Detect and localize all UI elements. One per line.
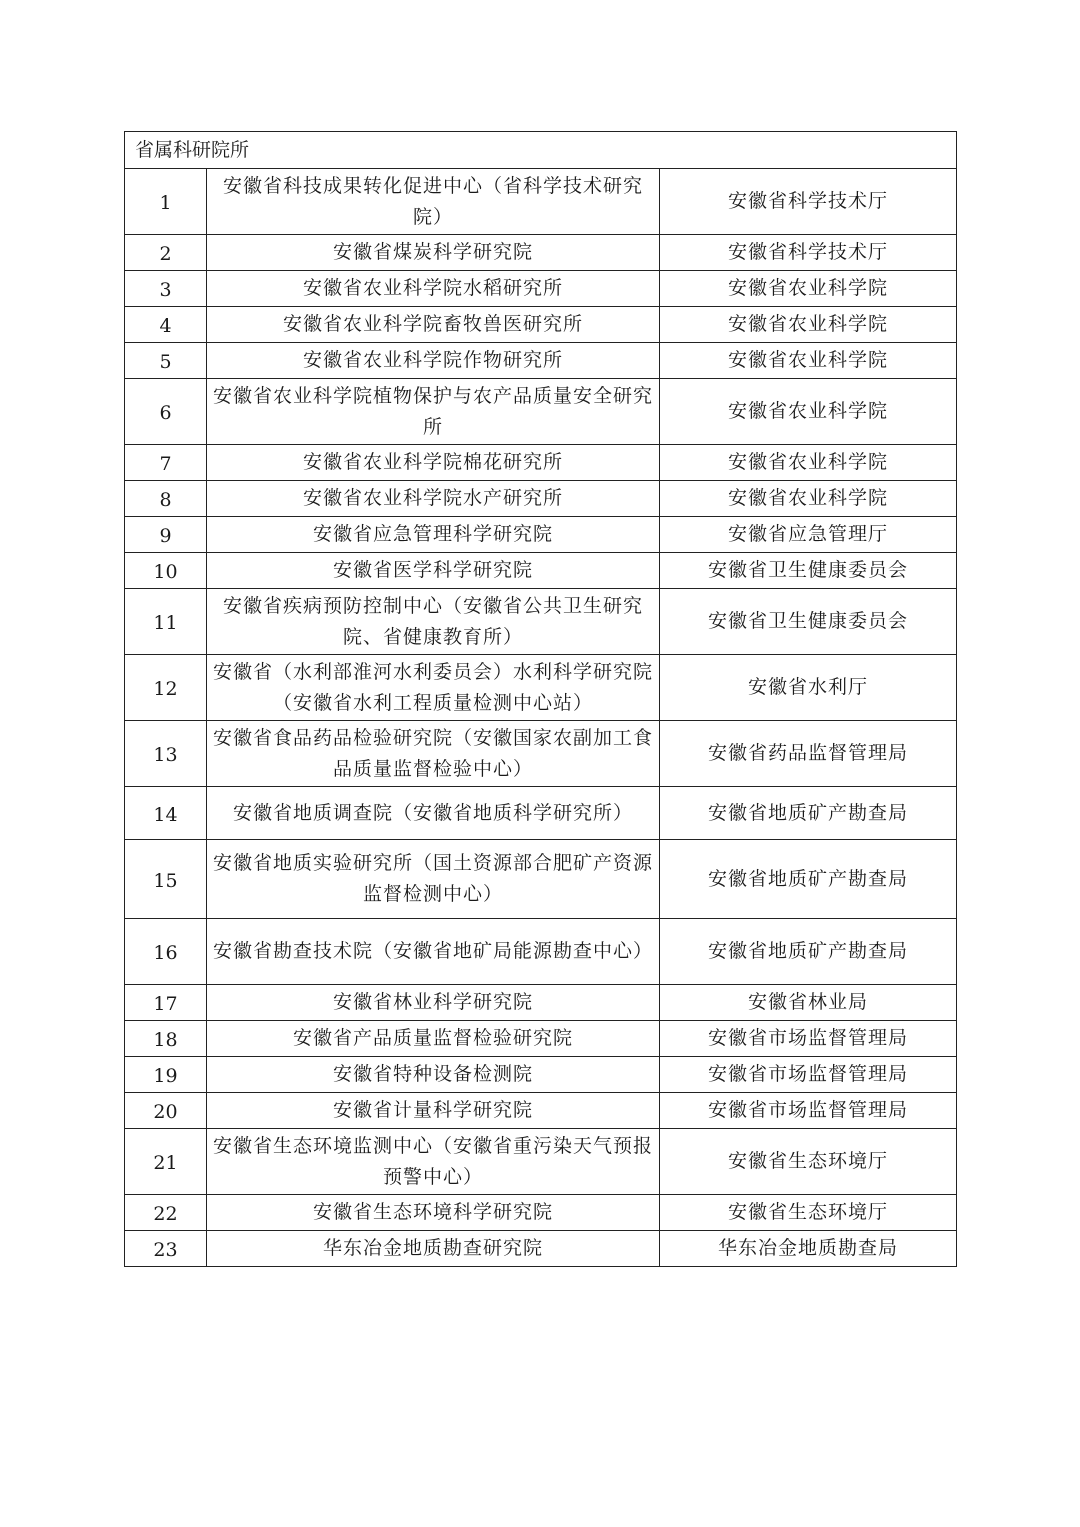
table-body <box>125 132 957 1267</box>
institute-name: 安徽省农业科学院畜牧兽医研究所 <box>207 307 660 343</box>
row-number: 4 <box>125 307 207 343</box>
row-number: 6 <box>125 379 207 445</box>
row-number: 12 <box>125 655 207 721</box>
table-row <box>125 553 957 589</box>
supervising-department: 安徽省农业科学院 <box>660 481 957 517</box>
section-header-row <box>125 132 957 169</box>
row-number: 8 <box>125 481 207 517</box>
row-number: 23 <box>125 1231 207 1267</box>
institute-name: 安徽省计量科学研究院 <box>207 1093 660 1129</box>
institute-name: 安徽省应急管理科学研究院 <box>207 517 660 553</box>
row-number: 14 <box>125 787 207 840</box>
supervising-department: 安徽省农业科学院 <box>660 445 957 481</box>
row-number: 16 <box>125 919 207 985</box>
row-number: 17 <box>125 985 207 1021</box>
table-row <box>125 1231 957 1267</box>
institute-name: 安徽省生态环境科学研究院 <box>207 1195 660 1231</box>
row-number: 20 <box>125 1093 207 1129</box>
supervising-department: 安徽省科学技术厅 <box>660 169 957 235</box>
supervising-department: 安徽省市场监督管理局 <box>660 1021 957 1057</box>
table-row <box>125 169 957 235</box>
table-row <box>125 655 957 721</box>
institute-name: 安徽省农业科学院水产研究所 <box>207 481 660 517</box>
institute-name: 安徽省（水利部淮河水利委员会）水利科学研究院（安徽省水利工程质量检测中心站） <box>207 655 660 721</box>
supervising-department: 安徽省生态环境厅 <box>660 1195 957 1231</box>
institute-name: 安徽省地质调查院（安徽省地质科学研究所） <box>207 787 660 840</box>
row-number: 21 <box>125 1129 207 1195</box>
table-row <box>125 840 957 919</box>
table-row <box>125 985 957 1021</box>
table-row <box>125 1195 957 1231</box>
row-number: 1 <box>125 169 207 235</box>
supervising-department: 安徽省地质矿产勘查局 <box>660 840 957 919</box>
institute-name: 安徽省农业科学院植物保护与农产品质量安全研究所 <box>207 379 660 445</box>
row-number: 22 <box>125 1195 207 1231</box>
supervising-department: 华东冶金地质勘查局 <box>660 1231 957 1267</box>
table-row <box>125 445 957 481</box>
supervising-department: 安徽省农业科学院 <box>660 307 957 343</box>
table-row <box>125 1129 957 1195</box>
institute-name: 华东冶金地质勘查研究院 <box>207 1231 660 1267</box>
row-number: 9 <box>125 517 207 553</box>
supervising-department: 安徽省卫生健康委员会 <box>660 553 957 589</box>
institute-name: 安徽省产品质量监督检验研究院 <box>207 1021 660 1057</box>
institute-name: 安徽省疾病预防控制中心（安徽省公共卫生研究院、省健康教育所） <box>207 589 660 655</box>
supervising-department: 安徽省市场监督管理局 <box>660 1093 957 1129</box>
supervising-department: 安徽省水利厅 <box>660 655 957 721</box>
institute-name: 安徽省农业科学院棉花研究所 <box>207 445 660 481</box>
table-row <box>125 589 957 655</box>
supervising-department: 安徽省卫生健康委员会 <box>660 589 957 655</box>
table-row <box>125 517 957 553</box>
institute-name: 安徽省农业科学院水稻研究所 <box>207 271 660 307</box>
supervising-department: 安徽省药品监督管理局 <box>660 721 957 787</box>
supervising-department: 安徽省农业科学院 <box>660 271 957 307</box>
supervising-department: 安徽省地质矿产勘查局 <box>660 787 957 840</box>
institute-name: 安徽省食品药品检验研究院（安徽国家农副加工食品质量监督检验中心） <box>207 721 660 787</box>
institute-name: 安徽省地质实验研究所（国土资源部合肥矿产资源监督检测中心） <box>207 840 660 919</box>
row-number: 18 <box>125 1021 207 1057</box>
institute-name: 安徽省科技成果转化促进中心（省科学技术研究院） <box>207 169 660 235</box>
section-title: 省属科研院所 <box>125 132 957 169</box>
supervising-department: 安徽省农业科学院 <box>660 343 957 379</box>
supervising-department: 安徽省林业局 <box>660 985 957 1021</box>
supervising-department: 安徽省农业科学院 <box>660 379 957 445</box>
row-number: 15 <box>125 840 207 919</box>
row-number: 11 <box>125 589 207 655</box>
table-row <box>125 481 957 517</box>
supervising-department: 安徽省市场监督管理局 <box>660 1057 957 1093</box>
institute-name: 安徽省特种设备检测院 <box>207 1057 660 1093</box>
supervising-department: 安徽省科学技术厅 <box>660 235 957 271</box>
table-row <box>125 271 957 307</box>
institute-name: 安徽省农业科学院作物研究所 <box>207 343 660 379</box>
table-row <box>125 379 957 445</box>
institute-name: 安徽省煤炭科学研究院 <box>207 235 660 271</box>
row-number: 7 <box>125 445 207 481</box>
table-row <box>125 1057 957 1093</box>
supervising-department: 安徽省应急管理厅 <box>660 517 957 553</box>
table-row <box>125 1093 957 1129</box>
row-number: 13 <box>125 721 207 787</box>
institute-name: 安徽省勘查技术院（安徽省地矿局能源勘查中心） <box>207 919 660 985</box>
table-row <box>125 235 957 271</box>
row-number: 19 <box>125 1057 207 1093</box>
supervising-department: 安徽省地质矿产勘查局 <box>660 919 957 985</box>
table-row <box>125 721 957 787</box>
institute-name: 安徽省生态环境监测中心（安徽省重污染天气预报预警中心） <box>207 1129 660 1195</box>
row-number: 5 <box>125 343 207 379</box>
institute-name: 安徽省林业科学研究院 <box>207 985 660 1021</box>
table-row <box>125 1021 957 1057</box>
supervising-department: 安徽省生态环境厅 <box>660 1129 957 1195</box>
institute-name: 安徽省医学科学研究院 <box>207 553 660 589</box>
institutes-table <box>124 131 957 1267</box>
table-row <box>125 919 957 985</box>
row-number: 10 <box>125 553 207 589</box>
table-row <box>125 343 957 379</box>
row-number: 2 <box>125 235 207 271</box>
table-row <box>125 787 957 840</box>
table-row <box>125 307 957 343</box>
row-number: 3 <box>125 271 207 307</box>
